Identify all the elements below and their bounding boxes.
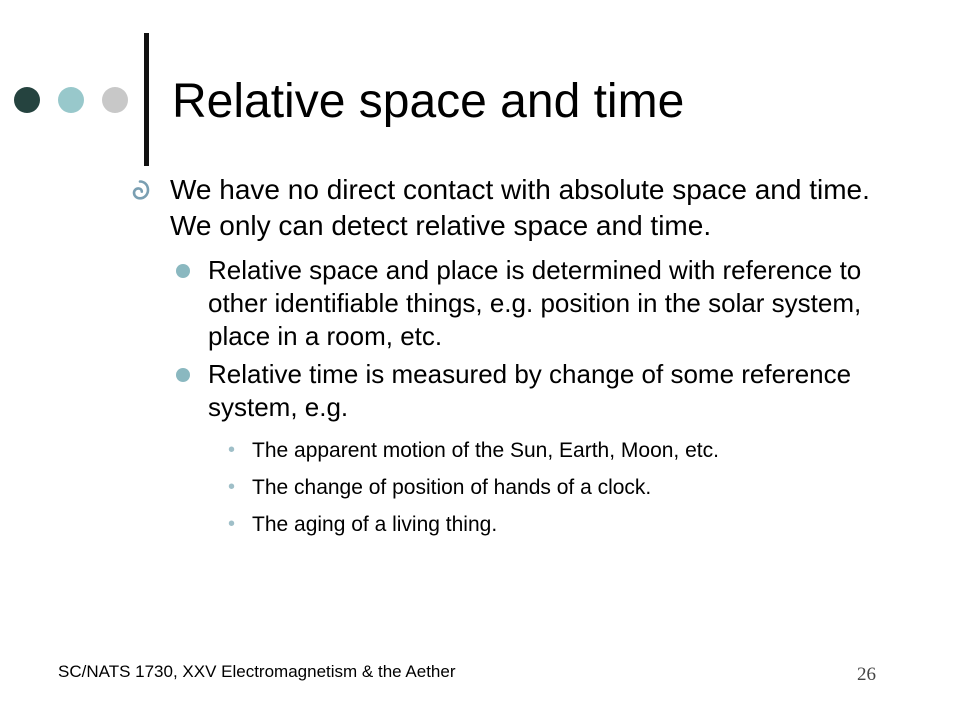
small-dot-icon: •	[228, 513, 236, 535]
slide-number: 26	[857, 664, 876, 685]
bullet-text: The apparent motion of the Sun, Earth, Moon, etc.	[252, 439, 719, 462]
bullet-level3	[228, 506, 890, 543]
slide-body	[130, 172, 890, 543]
bullet-text: We have no direct contact with absolute space and time. We only can detect relative space and time.	[170, 174, 870, 241]
footer-course-title: SC/NATS 1730, XXV Electromagnetism & the Aether	[58, 662, 456, 681]
bullet-level3	[228, 469, 890, 506]
dot-icon	[14, 87, 40, 113]
bullet-level2	[208, 358, 890, 424]
small-dot-icon: •	[228, 439, 236, 461]
bullet-text: The aging of a living thing.	[252, 513, 498, 536]
round-bullet-icon	[176, 368, 190, 382]
bullet-text: The change of position of hands of a clock.	[252, 476, 652, 499]
curly-bullet-icon	[130, 180, 150, 200]
bullet-text: Relative space and place is determined with reference to other identifiable things, e.g. position in the solar system, place in a room, etc.	[208, 255, 862, 351]
dot-icon	[102, 87, 128, 113]
dot-icon	[58, 87, 84, 113]
bullet-level3	[228, 432, 890, 469]
bullet-level1	[130, 172, 890, 244]
bullet-text: Relative time is measured by change of some reference system, e.g.	[208, 359, 852, 422]
bullet-level2	[208, 254, 890, 353]
slide-title: Relative space and time	[172, 75, 685, 128]
decorative-dots	[14, 87, 130, 117]
round-bullet-icon	[176, 264, 190, 278]
title-divider	[144, 33, 149, 166]
small-dot-icon: •	[228, 476, 236, 498]
